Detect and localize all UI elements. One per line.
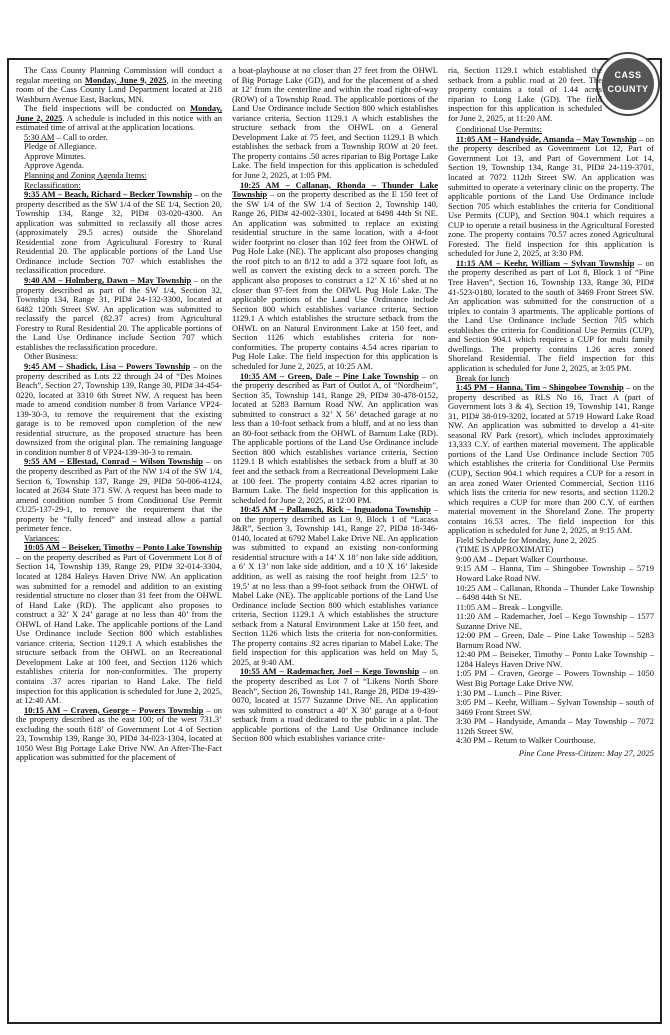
- item-craven-continued: a boat-playhouse at no closer than 27 feet from the OHWL of Big Portage Lake (GD), and for the placement of a shed at 12’ from the centerline and within the road right-of-way (ROW) of a Township Road. The applicable portions of the Land Use Ordinance include Section 800 which establishes variance criteria, Section 1129.1 A which establishes the structure setback from the OHWL on a General Development Lake at 75 feet, and Section 1129.1 B which establishes the setback from a Township ROW at 20 feet. The property contains .50 acres riparian to Big Portage Lake Lake. The field inspection for this application is scheduled for June 2, 2025, at 1:05 PM.: [232, 65, 438, 181]
- schedule-entry: 10:25 AM – Callanan, Rhonda – Thunder Lake Township – 6498 44th St NE.: [456, 582, 654, 603]
- variances-heading: Variances:: [24, 532, 60, 543]
- publication-footer: Pine Cone Press-Citizen: May 27, 2025: [518, 747, 654, 758]
- notice-body: [16, 66, 656, 1016]
- item-holmberg: 9:40 AM – Holmberg, Dawn – May Township – on the property described as part of the SW 1/4, Section 32, Township 134, Range 31, PID# 24-132-3300, located at 6482 120th Street SW. An application was submitted to reclassify the parcel (82.37 acres) from Agricultural Forestry to Rural Residential 20. The applicable portions of the Land Use Ordinance include Section 707 which establishes the reclassification procedure.: [16, 275, 222, 352]
- item-beiseker: 10:05 AM – Beiseker, Timothy – Ponto Lake Township – on the property described as Part of Government Lot 8 of Section 14, Township 139, Range 29, PID# 32-014-3304, located at 1284 Haleys Haven Drive NW. An application was submitted for a remodel and addition to an existing residential structure no closer than 31 feet from the OHWL of Hand Lake (RD). The applicant also proposes to construct a 32’ X 24’ garage at no less than 40’ from the OHWL of Hand Lake. The applicable portions of the Land Use Ordinance include Section 800 which establishes variance criteria, Section 1129.1 A which establishes the structure setback from the OHWL on an Recreational Development Lake at 100 feet, and Section 1126 which establishes criteria for non-conformities. The property contains .37 acres riparian to Hand Lake. The field inspection for this application is scheduled for June 2, 2025, at 12:40 AM.: [16, 542, 222, 706]
- item-craven: 10:15 AM – Craven, George – Powers Township – on the property described as the east 100; of the west 731.3’ excluding the south 618’ of Government Lot 4 of Section 23, Township 139, Range 30, PID# 34-023-1304, located at 1050 West Big Portage Lake Drive NW. An After-The-Fact application was submitted for the placement of: [16, 704, 222, 763]
- schedule-entry: 9:15 AM – Hanna, Tim – Shingobee Township – 5719 Howard Lake Road NW.: [456, 563, 654, 583]
- agenda-items-heading: Planning and Zoning Agenda Items:: [24, 170, 147, 181]
- field-inspection-paragraph: The field inspections will be conducted on Monday, June 2, 2025. A schedule is included in this notice with an estimated time of arrival at the application locations.: [16, 103, 222, 133]
- agenda-call-to-order: 5:30 AM – Call to order.: [24, 131, 108, 142]
- item-rademacher: 10:55 AM – Rademacher, Joel – Kego Township – on the property described as Lot 7 of “Likens North Shore Beach”, Section 26, Township 141, Range 28, PID# 19-439-0070, located at 1577 Suzanne Drive NE. An application was submitted to construct a 40’ X 30’ garage at a 0-foot setback from a road dedicated to the public in a plat. The applicable portions of the Land Use Ordinance include Section 800 which establishes variance crite-: [232, 666, 438, 744]
- item-beach: 9:35 AM – Beach, Richard – Becker Township – on the property described as the SW 1/4 of the SE 1/4, Section 20, Township 134, Range 32, PID# 03-020-4300. An application was submitted to reclassify all those acres (approximately 29.5 acres) outside the Shoreland Residential zone from Agricultural Forestry to Rural Residential 20. The applicable portions of the Land Use Ordinance include Section 707 which establishes the reclassification procedure.: [16, 189, 222, 276]
- schedule-entry: 3:30 PM – Handyside, Amanda – May Township – 7072 112th Street SW.: [456, 716, 654, 736]
- conditional-use-heading: Conditional Use Permits:: [456, 124, 542, 135]
- reclassification-heading: Reclassification:: [24, 179, 81, 190]
- other-business-heading: Other Business:: [24, 351, 79, 362]
- schedule-title: Field Schedule for Monday, June 2, 2025: [456, 534, 597, 545]
- item-ellestad: 9:55 AM – Ellestad, Conrad – Wilson Township – on the property described as Part of the NW 1/4 of the SW 1/4, Section 6, Township 137, Range 29, PID# 50-006-4124, located at 2634 State 371 SW. A request has been made to amend condition number 5 from Conditional Use Permit CU25-137-29-1, to remove the requirement that the property be “fully fenced” and instead allow a partial perimeter fence.: [16, 456, 222, 534]
- schedule-entry: 12:40 PM – Beiseker, Timothy – Ponto Lake Township – 1284 Haleys Haven Drive NW.: [456, 649, 654, 669]
- schedule-entry: 11:05 AM – Break – Longville.: [456, 601, 563, 612]
- cass-county-seal: CASS COUNTY: [596, 52, 660, 116]
- schedule-entry: 4:30 PM – Return to Walker Courthouse.: [456, 735, 596, 746]
- schedule-entry: 1:05 PM – Craven, George – Powers Township – 1050 West Big Portage Lake Drive NW.: [456, 668, 654, 688]
- column-2: [232, 66, 438, 744]
- item-keehr: 11:15 AM – Keehr, William – Sylvan Township – on the property described as part of Lot 8, Block 1 of “Pine Tree Haven”, Section 16, Township 133, Range 30, PID# 41-523-0180, located to the south of 3469 Front Street SW. An application was submitted for the construction of a triplex to contain 3 apartments. The applicable portions of the Land Use Ordinance include Section 705 which establishes the criteria for Conditional Use Permits (CUP), and Section 904.1 which requires a CUP for multi family dwellings. The property contains 1.26 acres zoned Shoreland Residential. The field inspection for this application is scheduled for June 2, 2025, at 3:05 PM.: [448, 257, 654, 373]
- lunch-break: Break for lunch: [456, 372, 510, 383]
- item-handyside: 11:05 AM – Handyside, Amanda – May Township – on the property described as Government Lot 12, Part of Government Lot 13, and Part of Government Lot 14, Section 19, Township 134, Range 31, PID# 24-119-3701, located at 7072 112th Street SW. An application was submitted to operate a veterinary clinic on the property. The applicable portions of the Land Use Ordinance include Section 705 which establishes the criteria for Conditional Use Permits (CUP), and Section 904.1 which requires a CUP to operate a retail business in the Agricultural Forested zone. The property contains 70.57 acres zoned Agricultural Forested. The field inspection for this application is scheduled for June 2, 2025, at 3:30 PM.: [448, 133, 655, 259]
- item-shadick: 9:45 AM – Shadick, Lisa – Powers Township – on the property described as Lots 22 through 24 of “Des Moines Beach”, Section 27, Township 139, Range 30, PID# 34-454-0220, located at 3310 6th Street NW. A request has been made to amend condition number 8 from Variance VP24-139-30-3, to remove the requirement that the existing garage is to be removed upon completion of the new residential structure, as the proposed structure has been downsized from the original plan. The remaining language in condition number 8 of VP24-139-30-3 to remain.: [16, 360, 222, 457]
- schedule-entry: 1:30 PM – Lunch – Pine River.: [456, 687, 563, 698]
- schedule-entry: 9:00 AM – Depart Walker Courthouse.: [456, 553, 588, 564]
- schedule-note: (TIME IS APPROXIMATE): [456, 544, 554, 555]
- item-rademacher-continued: ria, Section 1129.1 which established the setback from a public road at 20 feet. The property contains a total of 1.44 acres riparian to Long Lake (GD). The field inspection for this application is scheduled for June 2, 2025, at 11:20 AM.: [448, 65, 602, 123]
- intro-paragraph: The Cass County Planning Commission will conduct a regular meeting on Monday, June 9, 2025, in the meeting room of the Cass County Land Department located at 218 Washburn Avenue East, Backus, MN.: [16, 65, 222, 104]
- schedule-entry: 12:00 PM – Green, Dale – Pine Lake Township – 5283 Barnum Road NW.: [456, 630, 654, 650]
- agenda-pledge: Pledge of Allegiance.: [24, 141, 97, 152]
- schedule-entry: 3:05 PM – Keehr, William – Sylvan Township – south of 3469 Front Street SW.: [456, 697, 654, 717]
- item-hanna: 1:45 PM – Hanna, Tim – Shingobee Township – on the property described as RLS No 16, Tract A (part of Government lots 3 & 4), Section 19, Township 141, Range 31, PID# 38-019-3202, located at 5719 Howard Lake Road NW. An application was submitted to develop a 41-site seasonal RV Park (resort), which includes approximately 13,333 C.Y. of earthen material movement. The applicable portions of the Land Use Ordinance include Section 705 which establishes the criteria for Conditional Use Permits (CUP), Section 904.1 which requires a CUP for a resort in an area zoned Water Oriented Commercial, Section 1116 which lists the criteria for new resorts, and section 1120.2 which requires a CUP for more than 200 C.Y. of earthen material movement in the Shoreland Zone. The property contains 16.53 acres. The field inspection for this application is scheduled for June 2, 2025, at 9:15 AM.: [448, 382, 654, 536]
- column-3: [448, 66, 654, 758]
- item-green: 10:35 AM – Green, Dale – Pine Lake Township – on the property described as Part of Outlot A, of “Nordheim”, Section 35, Township 141, Range 29, PID# 30-478-0152, located at 5283 Barnum Road NW. An application was submitted to construct a 32’ X 56’ detached garage at no less than a 10-foot setback from a bluff, and at no less than an 80-foot setback from the OHWL of Barnum Lake (RD). The applicable portions of the Land Use Ordinance include Section 800 which establishes variance criteria, Section 1129.1 B which establishes the setback from a bluff at 30 feet and the setback from a Recreational Development Lake at 100 feet. The property contains 4.82 acres riparian to Barnum Lake. The field inspection for this application is scheduled for June 2, 2025, at 12:00 PM.: [232, 370, 439, 505]
- agenda-approve: Approve Agenda.: [24, 160, 84, 171]
- schedule-entry: 11:20 AM – Rademacher, Joel – Kego Township – 1577 Suzanne Drive NE.: [456, 611, 654, 631]
- item-callanan: 10:25 AM – Callanan, Rhonda – Thunder Lake Township – on the property described as the E 150 feet of the SW 1/4 of the SW 1/4 of Section 2, Township 140, Range 26, PID# 42-002-3301, located at 6498 44th St NE. An application was submitted to replace an existing residential structure in the same location, with a 4-foot wider footprint no closer than 102 feet from the OHWL of Pug Hole Lake (NE). The applicant also proposes changing the roof pitch to an 8/12 to add a 372 square foot loft, as well as convert the existing deck to a screen porch. The applicant also proposes to construct a 12’ X 16’ shed at no closer than 97-feet from the OHWL Pug Hole Lake. The applicable portions of the Land Use Ordinance include Section 800 which establishes variance criteria, Section 1129.1 A which establishes the structure setback from the OHWL on an Natural Environment Lake at 150 feet, and Section 1126 which establishes criteria for non-conformities. The property contains 4.54 acres riparian to Pug Hole Lake. The field inspection for this application is scheduled for June 2, 2025, at 10:25 AM.: [232, 179, 438, 371]
- column-1: [16, 66, 222, 763]
- item-pallansch: 10:45 AM – Pallansch, Rick – Inguadona Township – on the property described as Lot 9, Block 1 of “Lacasa J&R”, Section 3, Township 141, Range 27, PID# 18-346-0140, located at 6792 Mabel Lake Drive NE. An application was submitted to expand an existing non-conforming residential structure with a 14’ X 18’ non lake side addition, a 6’ X 13’ non lake side addition, and a 10 X 16’ lakeside addition, as well as raising the roof height from 12.5’ to 19.5’ at no less than a 99-foot setback from the OHWL of Mabel Lake (NE). The applicable portions of the Land Use Ordinance include Section 800 which establishes variance criteria, Section 1129.1 A which establishes the structure setback from a Natural Environment Lake at 150 feet, and Section 1126 which lists the criteria for non-conformities. The property contains .92 acres riparian to Mabel Lake. The field inspection for this application was held on May 5, 2025, at 9:40 AM.: [232, 504, 438, 667]
- agenda-minutes: Approve Minutes.: [24, 150, 86, 161]
